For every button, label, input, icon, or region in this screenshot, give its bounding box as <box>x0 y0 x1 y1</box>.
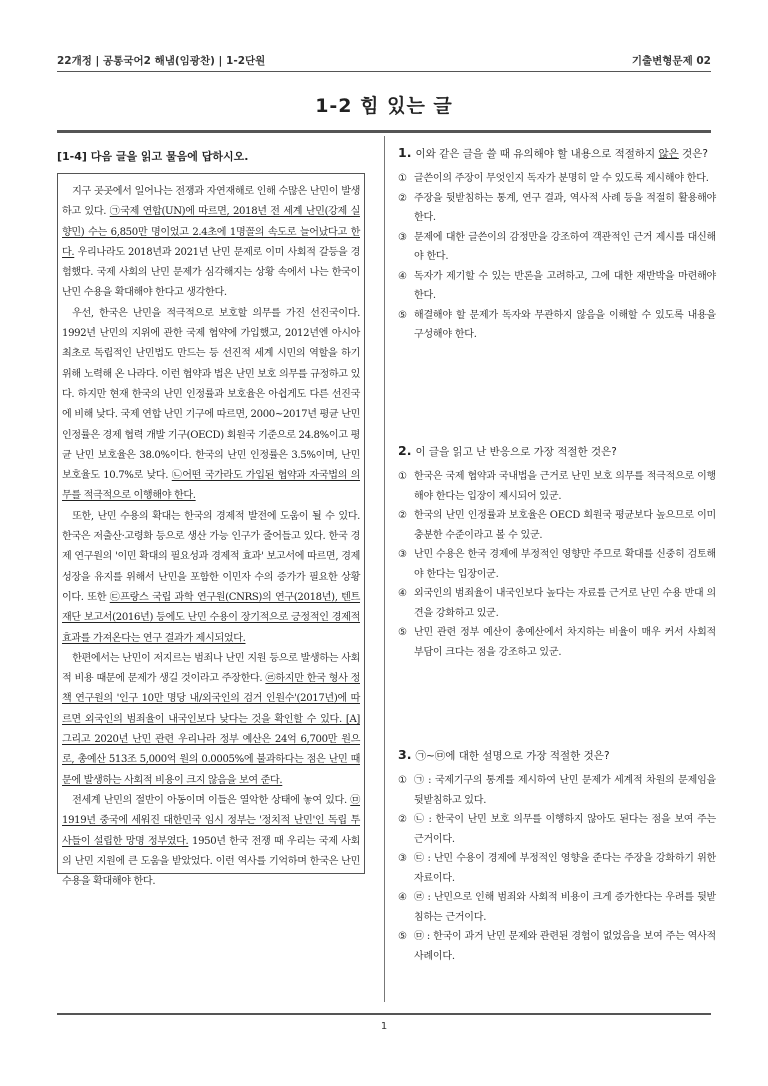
page-title: 1-2 힘 있는 글 <box>315 95 453 117</box>
header-divider <box>57 71 711 72</box>
answer-choice[interactable]: ⑤ 난민 관련 정부 예산이 총예산에서 차지하는 비율이 매우 커서 사회적 부담이 크다는 점을 강조하고 있군. <box>398 627 716 658</box>
column-divider <box>384 136 385 1002</box>
question-3 <box>398 747 716 966</box>
passage-text <box>62 182 360 892</box>
answer-choice[interactable]: ① 한국은 국제 협약과 국내법을 근거로 난민 보호 의무를 적극적으로 이행해야 한다는 입장이 제시되어 있군. <box>398 471 716 502</box>
question-prompt: [1-4] 다음 글을 읽고 물음에 답하시오. <box>57 150 249 163</box>
passage-box <box>57 173 365 888</box>
question-stem: 3. ㉠~㉤에 대한 설명으로 가장 적절한 것은? <box>398 747 610 762</box>
answer-choice[interactable]: ② 주장을 뒷받침하는 통계, 연구 결과, 역사적 사례 등을 적절히 활용해야 한다. <box>398 192 716 223</box>
passage-paragraph: 전세계 난민의 절반이 아동이며 이들은 열악한 상태에 놓여 있다. ㉤1919년 중국에 세워진 대한민국 임시 정부는 '정치적 난민'인 독립 투사들이 설립한 망명 정부였다. 1950년 한국 전쟁 때 우리는 국제 사회의 난민 지원에 큰 도움을 받았었다. 이런 역사를 기억하며 한국은 난민 수용을 확대해야 한다. <box>62 794 360 888</box>
answer-choice[interactable]: ⑤ 해결해야 할 문제가 독자와 무관하지 않음을 이해할 수 있도록 내용을 구성해야 한다. <box>398 309 716 340</box>
question-stem: 2. 이 글을 읽고 난 반응으로 가장 적절한 것은? <box>398 443 617 458</box>
question-stem: 1. 이와 같은 글을 쓸 때 유의해야 할 내용으로 적절하지 않은 것은? <box>398 145 708 160</box>
answer-choice[interactable]: ④ 외국인의 범죄율이 내국인보다 높다는 자료를 근거로 난민 수용 반대 의견을 강화하고 있군. <box>398 588 716 619</box>
passage-paragraph: 한편에서는 난민이 저지르는 범죄나 난민 지원 등으로 발생하는 사회적 비용 때문에 문제가 생길 것이라고 주장한다. ㉣하지만 한국 형사 정책 연구원의 '인구 10만 명당 내/외국인의 검거 인원수'(2017년)에 따르면 외국인의 범죄율이 내국인보다 낮다는 것을 확인할 수 있다. [A] 그리고 2020년 난민 관련 우리나라 정부 예산은 24억 6,700만 원으로, 총예산 513조 5,000억 원의 0.0005%에 불과하다는 점은 난민 때문에 발생하는 사회적 비용이 크지 않음을 보여 준다. <box>62 652 360 786</box>
underlined-segment: ㉡어떤 국가라도 가입된 협약과 자국법의 의무를 적극적으로 이행해야 한다. <box>62 470 360 502</box>
answer-choice[interactable]: ③ 문제에 대한 글쓴이의 감정만을 강조하여 객관적인 근거 제시를 대신해야 한다. <box>398 231 716 262</box>
answer-choice[interactable]: ③ ㉢ : 난민 수용이 경제에 부정적인 영향을 준다는 주장을 강화하기 위한 자료이다. <box>398 853 716 884</box>
header-course-info: 22개정 | 공통국어2 해냄(임광찬) | 1-2단원 <box>57 55 266 67</box>
answer-choice[interactable]: ② 한국의 난민 인정률과 보호율은 OECD 회원국 평균보다 높으므로 이미 충분한 수준이라고 볼 수 있군. <box>398 510 716 541</box>
passage-paragraph: 지구 곳곳에서 일어나는 전쟁과 자연재해로 인해 수많은 난민이 발생하고 있다. ㉠국제 연합(UN)에 따르면, 2018년 전 세계 난민(강제 실향민) 수는 6,850만 명이었고 2.4초에 1명꼴의 속도로 늘어났다고 한다. 우리나라도 2018년과 2021년 난민 문제로 이미 사회적 갈등을 경험했다. 국제 사회의 난민 문제가 심각해지는 상황 속에서 나는 한국이 난민 수용을 확대해야 한다고 생각한다. <box>62 186 360 299</box>
header-exam-type: 기출변형문제 02 <box>631 55 711 67</box>
answer-choice[interactable]: ② ㉡ : 한국이 난민 보호 의무를 이행하지 않아도 된다는 점을 보여 주는 근거이다. <box>398 814 716 845</box>
answer-choice[interactable]: ③ 난민 수용은 한국 경제에 부정적인 영향만 주므로 확대를 신중히 검토해야 한다는 입장이군. <box>398 549 716 580</box>
title-divider <box>57 130 711 133</box>
answer-choice[interactable]: ⑤ ㉤ : 한국이 과거 난민 문제와 관련된 경험이 없었음을 보여 주는 역사적 사례이다. <box>398 931 716 962</box>
answer-choice[interactable]: ① ㉠ : 국제기구의 통계를 제시하여 난민 문제가 세계적 차원의 문제임을 뒷받침하고 있다. <box>398 775 716 806</box>
passage-paragraph: 우선, 한국은 난민을 적극적으로 보호할 의무를 가진 선진국이다. 1992년 난민의 지위에 관한 국제 협약에 가입했고, 2012년엔 아시아 최초로 독립적인 난민법도 만드는 등 선진적 세계 시민의 역할을 하기 위해 노력해 온 나라다. 이런 협약과 법은 난민 보호 의무를 규정하고 있다. 하지만 현재 한국의 난민 인정률과 보호율은 아쉽게도 다른 선진국에 비해 낮다. 국제 연합 난민 기구에 따르면, 2000~2017년 평균 난민 인정률은 경제 협력 개발 기구(OECD) 회원국 기준으로 24.8%이고 평균 난민 보호율은 38.0%이다. 한국의 난민 인정률은 3.5%이며, 난민 보호율도 10.7%로 낮다. ㉡어떤 국가라도 가입된 협약과 자국법의 의무를 적극적으로 이행해야 한다. <box>62 307 360 502</box>
question-2 <box>398 443 716 662</box>
answer-choice[interactable]: ④ ㉣ : 난민으로 인해 범죄와 사회적 비용이 크게 증가한다는 우려를 뒷받침하는 근거이다. <box>398 892 716 923</box>
footer-divider <box>57 1013 711 1015</box>
answer-choice[interactable]: ④ 독자가 제기할 수 있는 반론을 고려하고, 그에 대한 재반박을 마련해야 한다. <box>398 270 716 301</box>
page-number: 1 <box>380 1021 388 1032</box>
underlined-segment: ㉤1919년 중국에 세워진 대한민국 임시 정부는 '정치적 난민'인 독립 투사들이 설립한 망명 정부였다. <box>62 794 360 847</box>
passage-paragraph: 또한, 난민 수용의 확대는 한국의 경제적 발전에 도움이 될 수 있다. 한국은 저출산·고령화 등으로 생산 가능 인구가 줄어들고 있다. 한국 경제 연구원의 '이민 확대의 필요성과 경제적 효과' 보고서에 따르면, 경제 성장을 유지를 위해서 난민을 포함한 이민자 수의 증가가 필요한 상황이다. 또한 ㉢프랑스 국립 과학 연구원(CNRS)의 연구(2018년), 텐트 재단 보고서(2016년) 등에도 난민 수용이 장기적으로 긍정적인 경제적 효과를 가져온다는 연구 결과가 제시되었다. <box>62 510 360 644</box>
answer-choice[interactable]: ① 글쓴이의 주장이 무엇인지 독자가 분명히 알 수 있도록 제시해야 한다. <box>398 173 709 184</box>
underlined-segment: ㉠국제 연합(UN)에 따르면, 2018년 전 세계 난민(강제 실향민) 수는 6,850만 명이었고 2.4초에 1명꼴의 속도로 늘어났다고 한다. <box>62 206 360 258</box>
question-1 <box>398 145 716 345</box>
underlined-segment: ㉣하지만 한국 형사 정책 연구원의 '인구 10만 명당 내/외국인의 검거 인원수'(2017년)에 따르면 외국인의 범죄율이 내국인보다 낮다는 것을 확인할 수 있다. [A] 그리고 2020년 난민 관련 우리나라 정부 예산은 24억 6,700만 원으로, 총예산 513조 5,000억 원의 0.0005%에 불과하다는 점은 난민 때문에 발생하는 사회적 비용이 크지 않음을 보여 준다. <box>62 673 360 786</box>
underlined-segment: ㉢프랑스 국립 과학 연구원(CNRS)의 연구(2018년), 텐트 재단 보고서(2016년) 등에도 난민 수용이 장기적으로 긍정적인 경제적 효과를 가져온다는 연구 결과가 제시되었다. <box>62 591 360 644</box>
